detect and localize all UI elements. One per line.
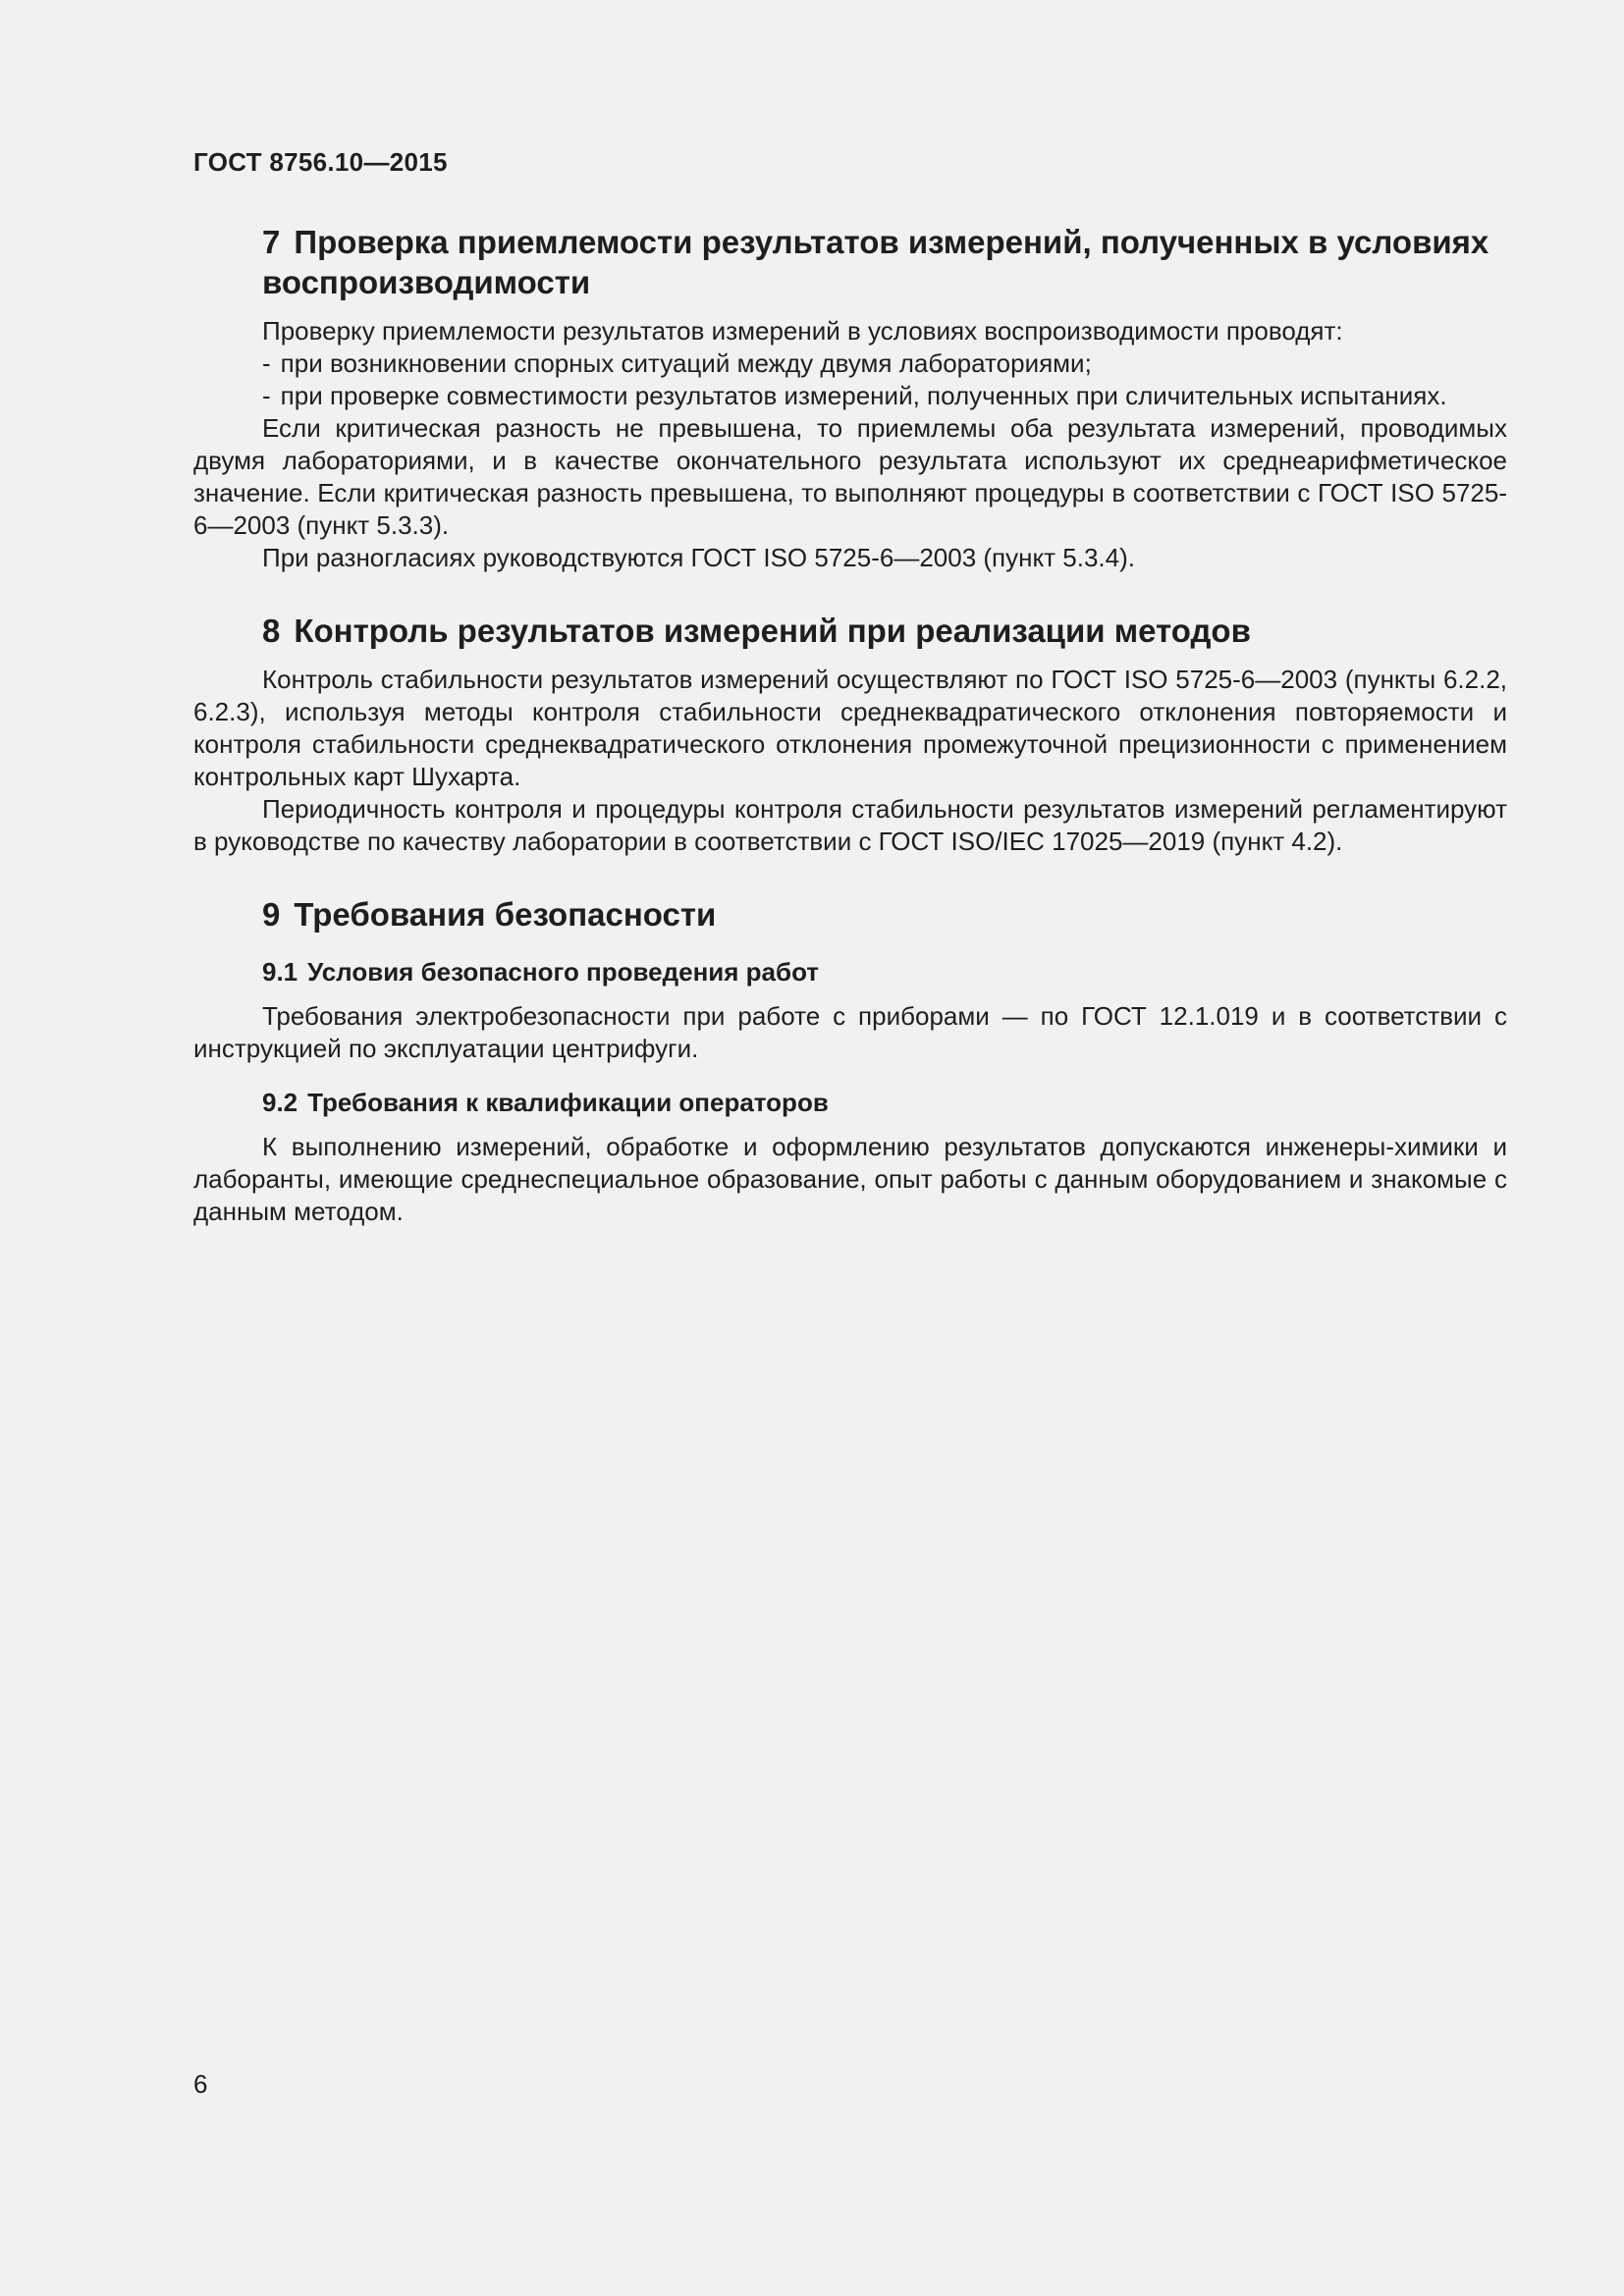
section-title: Требования безопасности	[294, 896, 717, 933]
subsection-number: 9.1	[262, 957, 298, 987]
section-8-heading	[193, 611, 1507, 651]
list-dash: -	[262, 348, 271, 378]
section-7-heading	[193, 222, 1507, 302]
subsection-title: Требования к квалификации операторов	[307, 1088, 829, 1117]
list-item	[193, 380, 1507, 412]
paragraph: Если критическая разность не превышена, то приемлемы оба результата измерений, проводимых двумя лабораториями, и в качестве окончательного результата используют их среднеарифметическое значение. Если критическая разность превышена, то выполняют процедуры в соответствии с ГОСТ ISO 5725-6—2003 (пункт 5.3.3).	[193, 413, 1507, 540]
list-dash: -	[262, 381, 271, 410]
paragraph: Требования электробезопасности при работе с приборами — по ГОСТ 12.1.019 и в соответствии с инструкцией по эксплуатации центрифуги.	[193, 1001, 1507, 1063]
section-title: Контроль результатов измерений при реализации методов	[294, 613, 1251, 649]
paragraph: К выполнению измерений, обработке и оформлению результатов допускаются инженеры-химики и лаборанты, имеющие среднеспециальное образование, опыт работы с данным оборудованием и знакомые с данным методом.	[193, 1132, 1507, 1226]
page-content	[193, 222, 1507, 1228]
paragraph: Периодичность контроля и процедуры контроля стабильности результатов измерений регламентируют в руководстве по качеству лаборатории в соответствии с ГОСТ ISO/IEC 17025—2019 (пункт 4.2).	[193, 794, 1507, 856]
subsection-title: Условия безопасного проведения работ	[307, 957, 820, 987]
section-7-intro: Проверку приемлемости результатов измерений в условиях воспроизводимости проводят:	[262, 316, 1343, 346]
section-number: 7	[262, 224, 281, 260]
section-9-heading	[193, 894, 1507, 934]
list-item	[193, 347, 1507, 380]
subsection-number: 9.2	[262, 1088, 298, 1117]
paragraph: При разногласиях руководствуются ГОСТ ISO 5725-6—2003 (пункт 5.3.4).	[262, 543, 1136, 572]
page-number: 6	[193, 2069, 208, 2099]
subsection-9-2-heading	[193, 1087, 1507, 1119]
section-number: 9	[262, 896, 281, 933]
section-title: Проверка приемлемости результатов измерений, полученных в условиях воспроизводимости	[262, 224, 1489, 300]
list-item-text: при возникновении спорных ситуаций между двумя лабораториями;	[280, 348, 1092, 378]
paragraph: Контроль стабильности результатов измерений осуществляют по ГОСТ ISO 5725-6—2003 (пункты 6.2.2, 6.2.3), используя методы контроля стабильности среднеквадратического отклонения повторяемости и контроля стабильности среднеквадратического отклонения промежуточной прецизионности с применением контрольных карт Шухарта.	[193, 665, 1507, 791]
document-code: ГОСТ 8756.10—2015	[193, 147, 448, 177]
list-item-text: при проверке совместимости результатов измерений, полученных при сличительных испытаниях.	[280, 381, 1447, 410]
section-number: 8	[262, 613, 281, 649]
subsection-9-1-heading	[193, 956, 1507, 988]
